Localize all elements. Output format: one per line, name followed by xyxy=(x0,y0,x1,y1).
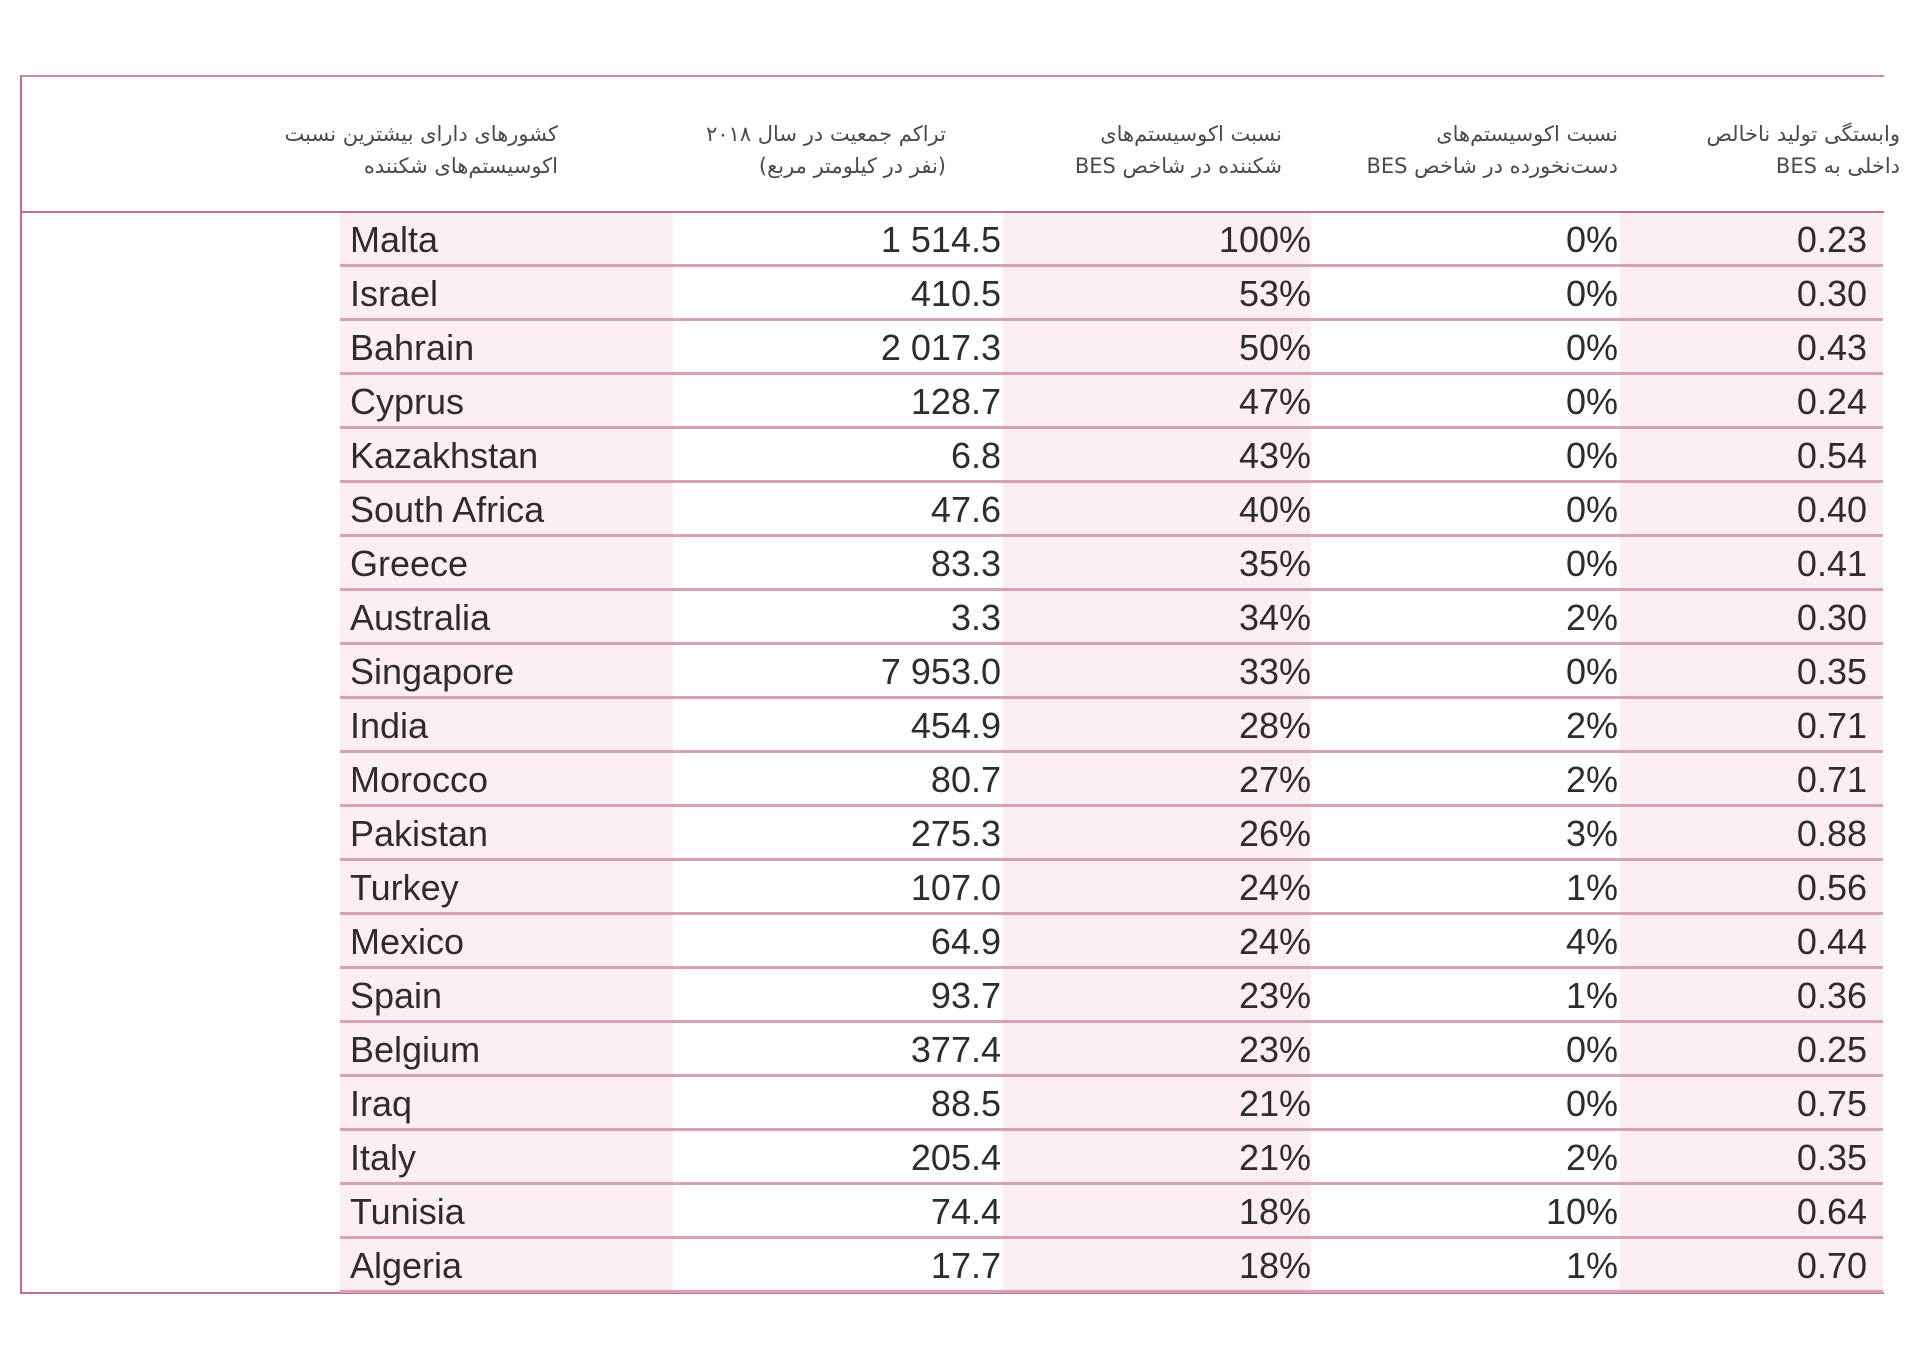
table-row xyxy=(340,375,1883,429)
table-row xyxy=(340,537,1883,591)
gdp-dependence-cell: 0.23 xyxy=(1796,219,1867,260)
header-gdp-line-1: وابستگی تولید ناخالص xyxy=(1706,122,1900,146)
table-row xyxy=(340,807,1883,861)
fragile-share-cell: 47% xyxy=(1238,381,1311,422)
country-cell: Tunisia xyxy=(350,1191,465,1232)
intact-share-cell: 0% xyxy=(1565,381,1618,422)
gdp-dependence-cell: 0.30 xyxy=(1796,273,1867,314)
density-cell: 6.8 xyxy=(950,435,1001,476)
fragile-share-cell: 18% xyxy=(1238,1245,1311,1286)
country-cell: Morocco xyxy=(350,759,489,800)
table-row xyxy=(340,267,1883,321)
country-cell: Italy xyxy=(350,1137,417,1178)
header-fragile-line-2: شکننده در شاخص BES xyxy=(1074,154,1282,178)
header-intact-line-1: نسبت اکوسیستم‌های xyxy=(1436,122,1618,146)
density-cell: 74.4 xyxy=(930,1191,1001,1232)
fragile-share-cell: 27% xyxy=(1238,759,1311,800)
density-cell: 2 017.3 xyxy=(880,327,1001,368)
header-fragile xyxy=(1075,118,1282,182)
gdp-dependence-cell: 0.71 xyxy=(1796,705,1867,746)
intact-share-cell: 0% xyxy=(1565,435,1618,476)
header-gdp-line-2: داخلی به BES xyxy=(1775,154,1900,178)
country-cell: Bahrain xyxy=(350,327,475,368)
intact-share-cell: 2% xyxy=(1565,597,1618,638)
gdp-dependence-cell: 0.35 xyxy=(1796,651,1867,692)
country-cell: Turkey xyxy=(350,867,459,908)
fragile-share-cell: 100% xyxy=(1218,219,1311,260)
gdp-dependence-cell: 0.70 xyxy=(1796,1245,1867,1286)
table-row xyxy=(340,591,1883,645)
density-cell: 88.5 xyxy=(930,1083,1001,1124)
intact-share-cell: 2% xyxy=(1565,759,1618,800)
table-row xyxy=(340,645,1883,699)
table-row xyxy=(340,1131,1883,1185)
country-cell: Belgium xyxy=(350,1029,481,1070)
density-cell: 80.7 xyxy=(930,759,1001,800)
country-cell: Pakistan xyxy=(350,813,489,854)
header-density-line-2: (نفر در کیلومتر مربع) xyxy=(758,154,946,178)
fragile-share-cell: 40% xyxy=(1238,489,1311,530)
density-cell: 377.4 xyxy=(910,1029,1001,1070)
table-row xyxy=(340,321,1883,375)
country-cell: Cyprus xyxy=(350,381,465,422)
density-cell: 205.4 xyxy=(910,1137,1001,1178)
header-gdp xyxy=(1706,118,1900,182)
intact-share-cell: 0% xyxy=(1565,327,1618,368)
gdp-dependence-cell: 0.35 xyxy=(1796,1137,1867,1178)
header-intact xyxy=(1366,118,1618,182)
gdp-dependence-cell: 0.88 xyxy=(1796,813,1867,854)
country-cell: Mexico xyxy=(350,921,465,962)
intact-share-cell: 0% xyxy=(1565,1029,1618,1070)
header-country-line-1: کشورهای دارای بیشترین نسبت xyxy=(284,122,558,146)
fragile-share-cell: 21% xyxy=(1238,1083,1311,1124)
fragile-share-cell: 21% xyxy=(1238,1137,1311,1178)
density-cell: 3.3 xyxy=(950,597,1001,638)
country-cell: India xyxy=(350,705,429,746)
table-row xyxy=(340,969,1883,1023)
table-row xyxy=(340,1239,1883,1293)
country-cell: Greece xyxy=(350,543,469,584)
header-intact-line-2: دست‌نخورده در شاخص BES xyxy=(1366,154,1618,178)
intact-share-cell: 0% xyxy=(1565,1083,1618,1124)
gdp-dependence-cell: 0.44 xyxy=(1796,921,1867,962)
fragile-share-cell: 33% xyxy=(1238,651,1311,692)
fragile-share-cell: 34% xyxy=(1238,597,1311,638)
intact-share-cell: 2% xyxy=(1565,1137,1618,1178)
density-cell: 7 953.0 xyxy=(880,651,1001,692)
intact-share-cell: 3% xyxy=(1565,813,1618,854)
country-cell: South Africa xyxy=(350,489,545,530)
fragile-share-cell: 18% xyxy=(1238,1191,1311,1232)
intact-share-cell: 1% xyxy=(1565,975,1618,1016)
density-cell: 47.6 xyxy=(930,489,1001,530)
density-cell: 93.7 xyxy=(930,975,1001,1016)
country-cell: Australia xyxy=(350,597,491,638)
density-cell: 83.3 xyxy=(930,543,1001,584)
gdp-dependence-cell: 0.71 xyxy=(1796,759,1867,800)
density-cell: 128.7 xyxy=(910,381,1001,422)
density-cell: 17.7 xyxy=(930,1245,1001,1286)
table-row xyxy=(340,861,1883,915)
fragile-share-cell: 28% xyxy=(1238,705,1311,746)
intact-share-cell: 2% xyxy=(1565,705,1618,746)
gdp-dependence-cell: 0.36 xyxy=(1796,975,1867,1016)
table-row xyxy=(340,1077,1883,1131)
fragile-share-cell: 43% xyxy=(1238,435,1311,476)
fragile-share-cell: 35% xyxy=(1238,543,1311,584)
table-row xyxy=(340,1185,1883,1239)
fragile-share-cell: 23% xyxy=(1238,975,1311,1016)
table-row xyxy=(340,699,1883,753)
density-cell: 64.9 xyxy=(930,921,1001,962)
gdp-dependence-cell: 0.56 xyxy=(1796,867,1867,908)
intact-share-cell: 0% xyxy=(1565,273,1618,314)
intact-share-cell: 10% xyxy=(1545,1191,1618,1232)
country-cell: Kazakhstan xyxy=(350,435,539,476)
gdp-dependence-cell: 0.25 xyxy=(1796,1029,1867,1070)
table-row xyxy=(340,429,1883,483)
table-row xyxy=(340,753,1883,807)
intact-share-cell: 1% xyxy=(1565,867,1618,908)
country-cell: Spain xyxy=(350,975,443,1016)
density-cell: 410.5 xyxy=(910,273,1001,314)
table-row xyxy=(340,1023,1883,1077)
country-cell: Malta xyxy=(350,219,439,260)
fragile-share-cell: 24% xyxy=(1238,867,1311,908)
intact-share-cell: 0% xyxy=(1565,543,1618,584)
density-cell: 275.3 xyxy=(910,813,1001,854)
data-table xyxy=(340,213,1883,1293)
header-fragile-line-1: نسبت اکوسیستم‌های xyxy=(1100,122,1282,146)
density-cell: 107.0 xyxy=(910,867,1001,908)
gdp-dependence-cell: 0.40 xyxy=(1796,489,1867,530)
header-density-line-1: تراکم جمعیت در سال ۲۰۱۸ xyxy=(705,122,946,146)
intact-share-cell: 4% xyxy=(1565,921,1618,962)
density-cell: 454.9 xyxy=(910,705,1001,746)
fragile-share-cell: 53% xyxy=(1238,273,1311,314)
fragile-share-cell: 26% xyxy=(1238,813,1311,854)
header-country xyxy=(285,118,558,182)
header-density xyxy=(706,118,946,182)
gdp-dependence-cell: 0.30 xyxy=(1796,597,1867,638)
fragile-share-cell: 50% xyxy=(1238,327,1311,368)
country-cell: Singapore xyxy=(350,651,515,692)
density-cell: 1 514.5 xyxy=(880,219,1001,260)
intact-share-cell: 1% xyxy=(1565,1245,1618,1286)
gdp-dependence-cell: 0.54 xyxy=(1796,435,1867,476)
gdp-dependence-cell: 0.41 xyxy=(1796,543,1867,584)
table-row xyxy=(340,213,1883,267)
table-row xyxy=(340,483,1883,537)
country-cell: Iraq xyxy=(350,1083,413,1124)
intact-share-cell: 0% xyxy=(1565,651,1618,692)
fragile-share-cell: 24% xyxy=(1238,921,1311,962)
gdp-dependence-cell: 0.75 xyxy=(1796,1083,1867,1124)
country-cell: Algeria xyxy=(350,1245,463,1286)
intact-share-cell: 0% xyxy=(1565,489,1618,530)
header-country-line-2: اکوسیستم‌های شکننده xyxy=(363,154,558,178)
fragile-share-cell: 23% xyxy=(1238,1029,1311,1070)
gdp-dependence-cell: 0.24 xyxy=(1796,381,1867,422)
intact-share-cell: 0% xyxy=(1565,219,1618,260)
table-row xyxy=(340,915,1883,969)
gdp-dependence-cell: 0.64 xyxy=(1796,1191,1867,1232)
country-cell: Israel xyxy=(350,273,439,314)
gdp-dependence-cell: 0.43 xyxy=(1796,327,1867,368)
